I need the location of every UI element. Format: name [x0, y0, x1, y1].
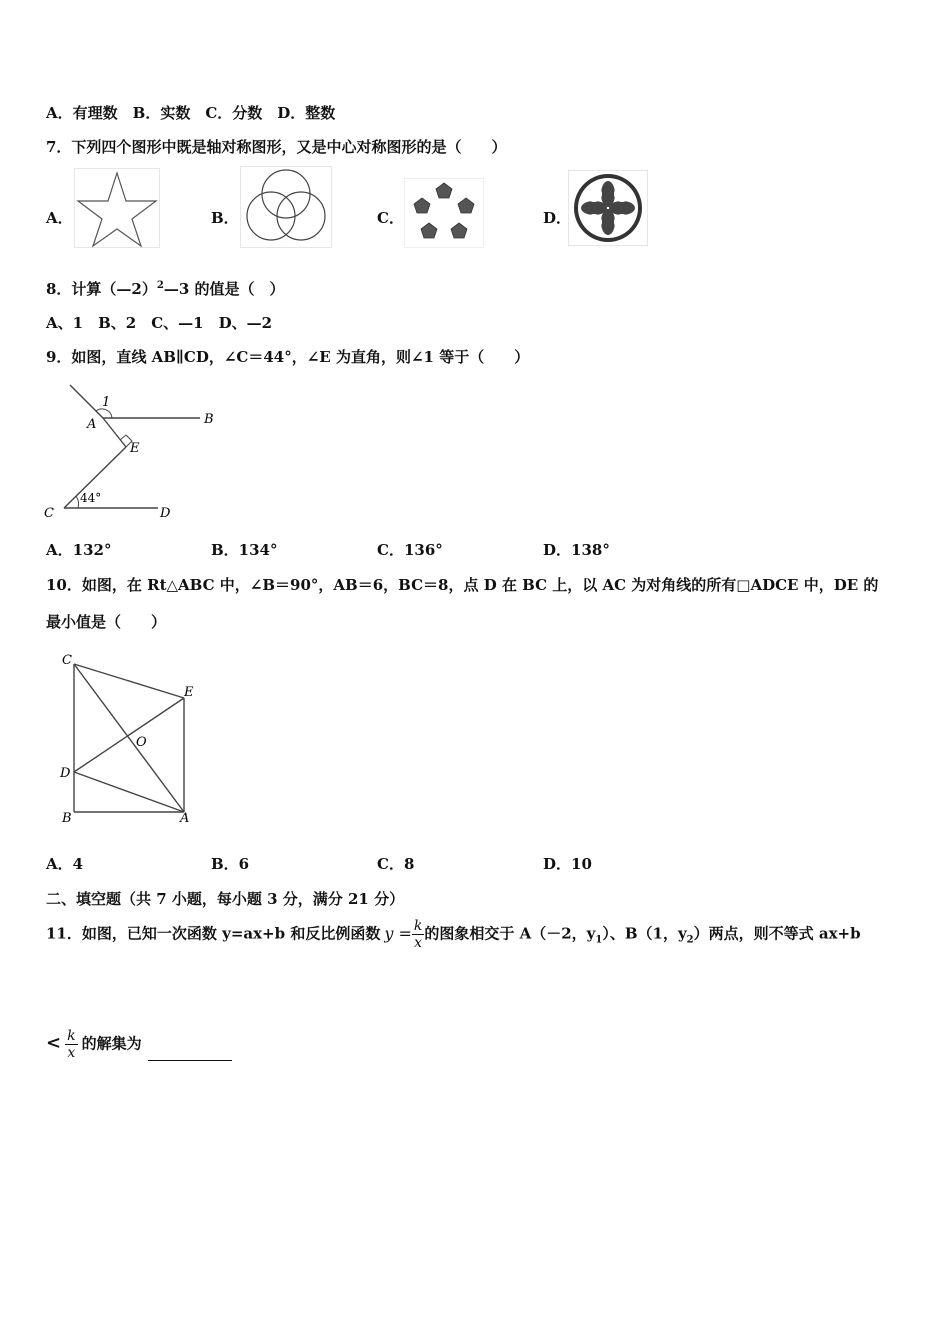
q9-label-1: 1	[102, 395, 111, 410]
q9-label-a: A	[87, 417, 97, 432]
q6-options: A．有理数 B．实数 C．分数 D．整数	[46, 104, 336, 122]
q10-label-e: E	[184, 685, 194, 700]
q9-label-b: B	[204, 412, 214, 427]
q10-option-b: B．6	[211, 855, 250, 873]
q9-label-c: C	[44, 506, 54, 521]
q10-option-a: A．4	[46, 855, 84, 873]
q11-fraction: $\frac{k}{x}$	[413, 918, 423, 951]
q10-option-d: D．10	[543, 855, 592, 873]
q11-fraction-2: $\frac{k}{x}$	[67, 1028, 76, 1061]
q8-stem: 8．计算（—2）$^2$—3 的值是（ ）	[46, 280, 285, 298]
q7-stem: 7．下列四个图形中既是轴对称图形，又是中心对称图形的是（ ）	[46, 138, 507, 156]
q9-figure	[40, 380, 230, 525]
q10-label-o: O	[136, 735, 147, 750]
q10-label-b: B	[62, 811, 72, 826]
q9-stem: 9．如图，直线 AB∥CD，∠C＝44°，∠E 为直角，则∠1 等于（ ）	[46, 348, 530, 366]
answer-blank[interactable]	[148, 1046, 232, 1061]
q10-label-d: D	[60, 766, 71, 781]
section-heading: 二、填空题（共 7 小题，每小题 3 分，满分 21 分）	[46, 890, 405, 908]
q9-label-e: E	[130, 441, 140, 456]
circle-pattern-figure	[568, 170, 648, 246]
q11-stem: 11．如图，已知一次函数 y=ax+b 和反比例函数 y = $\frac{k}{x}$ 的图象相交于 A（－2，$y_1$）、B（1，$y_2$）两点，则不等式 ax+b	[46, 918, 861, 951]
q10-stem-line1: 10．如图，在 Rt△ABC 中，∠B＝90°，AB＝6，BC＝8，点 D 在 BC 上，以 AC 为对角线的所有□ADCE 中，DE 的	[46, 576, 879, 594]
q9-label-angle: 44°	[80, 491, 102, 505]
q10-option-c: C．8	[377, 855, 415, 873]
q9-option-b: B．134°	[211, 541, 278, 559]
q10-figure	[56, 650, 206, 830]
q7-label-b: B．	[211, 209, 239, 227]
q9-option-d: D．138°	[543, 541, 610, 559]
q10-stem-line2: 最小值是（ ）	[46, 613, 167, 631]
q7-label-c: C．	[377, 209, 404, 227]
star-figure	[74, 168, 160, 248]
q10-label-a: A	[180, 811, 190, 826]
q10-label-c: C	[62, 653, 72, 668]
three-circles-figure	[240, 166, 332, 248]
q9-label-d: D	[160, 506, 171, 521]
q9-option-a: A．132°	[46, 541, 112, 559]
q9-option-c: C．136°	[377, 541, 443, 559]
q7-label-a: A．	[46, 209, 73, 227]
q11-line2: < $\frac{k}{x}$ 的解集为	[46, 1028, 232, 1061]
q8-options: A、1 B、2 C、—1 D、—2	[46, 314, 273, 332]
q7-label-d: D．	[543, 209, 572, 227]
pentagons-figure	[404, 178, 484, 248]
